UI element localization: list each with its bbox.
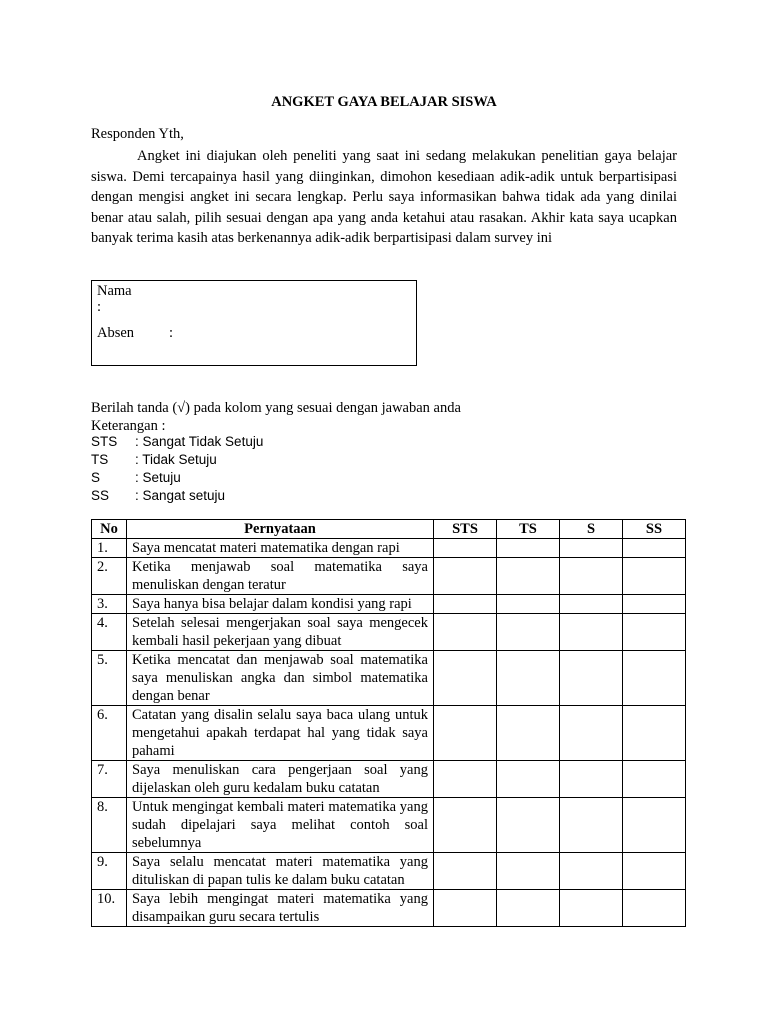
header-no: No: [92, 520, 127, 539]
answer-cell-ts[interactable]: [497, 558, 560, 595]
answer-cell-ss[interactable]: [623, 853, 686, 890]
row-number: 10.: [92, 890, 127, 927]
row-statement: Setelah selesai mengerjakan soal saya mengecek kembali hasil pekerjaan yang dibuat: [127, 614, 434, 651]
row-number: 8.: [92, 798, 127, 853]
answer-cell-sts[interactable]: [434, 651, 497, 706]
answer-cell-ts[interactable]: [497, 853, 560, 890]
answer-cell-s[interactable]: [560, 651, 623, 706]
answer-cell-sts[interactable]: [434, 706, 497, 761]
table-row: [92, 798, 686, 853]
answer-cell-sts[interactable]: [434, 539, 497, 558]
answer-cell-ss[interactable]: [623, 558, 686, 595]
row-statement: Saya menuliskan cara pengerjaan soal yang dijelaskan oleh guru kedalam buku catatan: [127, 761, 434, 798]
answer-cell-sts[interactable]: [434, 558, 497, 595]
answer-cell-ss[interactable]: [623, 595, 686, 614]
name-colon: :: [97, 299, 102, 315]
legend-code: SS: [91, 488, 110, 503]
answer-cell-ss[interactable]: [623, 798, 686, 853]
row-statement: Saya hanya bisa belajar dalam kondisi yang rapi: [127, 595, 434, 614]
instruction-text: Berilah tanda (√) pada kolom yang sesuai dengan jawaban anda: [91, 400, 461, 416]
answer-cell-ts[interactable]: [497, 651, 560, 706]
answer-cell-sts[interactable]: [434, 890, 497, 927]
table-row: [92, 890, 686, 927]
answer-cell-ts[interactable]: [497, 614, 560, 651]
absen-label: Absen: [97, 325, 135, 341]
answer-cell-sts[interactable]: [434, 614, 497, 651]
answer-cell-s[interactable]: [560, 539, 623, 558]
header-sts: STS: [434, 520, 497, 539]
table-row: [92, 595, 686, 614]
legend-desc: : Sangat Tidak Setuju: [135, 434, 264, 449]
legend-code: S: [91, 470, 101, 485]
row-number: 7.: [92, 761, 127, 798]
table-row: [92, 853, 686, 890]
answer-cell-s[interactable]: [560, 853, 623, 890]
answer-cell-s[interactable]: [560, 890, 623, 927]
row-statement: Catatan yang disalin selalu saya baca ulang untuk mengetahui apakah terdapat hal yang tidak saya pahami: [127, 706, 434, 761]
row-number: 2.: [92, 558, 127, 595]
row-number: 6.: [92, 706, 127, 761]
answer-cell-ss[interactable]: [623, 706, 686, 761]
answer-cell-ts[interactable]: [497, 798, 560, 853]
row-number: 5.: [92, 651, 127, 706]
table-header-row: [92, 520, 686, 539]
answer-cell-s[interactable]: [560, 798, 623, 853]
answer-cell-s[interactable]: [560, 595, 623, 614]
answer-cell-sts[interactable]: [434, 595, 497, 614]
row-statement: Ketika menjawab soal matematika saya menuliskan dengan teratur: [127, 558, 434, 595]
legend-desc: : Setuju: [135, 470, 181, 485]
document-title: ANGKET GAYA BELAJAR SISWA: [271, 94, 497, 110]
table-row: [92, 539, 686, 558]
row-number: 3.: [92, 595, 127, 614]
answer-cell-ts[interactable]: [497, 539, 560, 558]
header-ss: SS: [623, 520, 686, 539]
answer-cell-ss[interactable]: [623, 539, 686, 558]
survey-table: [91, 519, 686, 927]
row-number: 4.: [92, 614, 127, 651]
answer-cell-ss[interactable]: [623, 761, 686, 798]
header-ts: TS: [497, 520, 560, 539]
legend-desc: : Tidak Setuju: [135, 452, 217, 467]
table-row: [92, 614, 686, 651]
answer-cell-ts[interactable]: [497, 706, 560, 761]
answer-cell-ts[interactable]: [497, 595, 560, 614]
answer-cell-s[interactable]: [560, 706, 623, 761]
legend-desc: : Sangat setuju: [135, 488, 226, 503]
answer-cell-ss[interactable]: [623, 651, 686, 706]
table-row: [92, 651, 686, 706]
legend-code: STS: [91, 434, 118, 449]
answer-cell-s[interactable]: [560, 614, 623, 651]
row-number: 9.: [92, 853, 127, 890]
legend-code: TS: [91, 452, 109, 467]
greeting: Responden Yth,: [91, 126, 184, 142]
answer-cell-sts[interactable]: [434, 853, 497, 890]
table-row: [92, 558, 686, 595]
legend-heading: Keterangan :: [91, 417, 166, 434]
row-statement: Saya mencatat materi matematika dengan rapi: [127, 539, 434, 558]
answer-cell-ss[interactable]: [623, 614, 686, 651]
absen-colon: :: [169, 325, 174, 341]
answer-cell-sts[interactable]: [434, 761, 497, 798]
row-statement: Ketika mencatat dan menjawab soal matematika saya menuliskan angka dan simbol matematika dengan benar: [127, 651, 434, 706]
instruction: [91, 400, 461, 435]
answer-cell-s[interactable]: [560, 761, 623, 798]
header-s: S: [560, 520, 623, 539]
row-statement: Saya selalu mencatat materi matematika yang dituliskan di papan tulis ke dalam buku catatan: [127, 853, 434, 890]
answer-cell-ss[interactable]: [623, 890, 686, 927]
intro-paragraph: Angket ini diajukan oleh peneliti yang saat ini sedang melakukan penelitian gaya belajar siswa. Demi tercapainya hasil yang diinginkan, dimohon kesediaan adik-adik untuk berpartisipasi dengan mengisi angket ini secara lengkap. Perlu saya informasikan bahwa tidak ada yang dinilai benar atau salah, pilih sesuai dengan apa yang anda ketahui atau rasakan. Akhir kata saya ucapkan banyak terima kasih atas berkenannya adik-adik berpartisipasi dalam survey ini: [91, 148, 677, 246]
table-row: [92, 706, 686, 761]
answer-cell-s[interactable]: [560, 558, 623, 595]
row-statement: Saya lebih mengingat materi matematika yang disampaikan guru secara tertulis: [127, 890, 434, 927]
answer-cell-sts[interactable]: [434, 798, 497, 853]
row-number: 1.: [92, 539, 127, 558]
answer-cell-ts[interactable]: [497, 890, 560, 927]
respondent-id-box: [91, 280, 417, 366]
answer-cell-ts[interactable]: [497, 761, 560, 798]
name-label: Nama: [97, 283, 132, 299]
table-row: [92, 761, 686, 798]
header-statement: Pernyataan: [127, 520, 434, 539]
row-statement: Untuk mengingat kembali materi matematika yang sudah dipelajari saya melihat contoh soal sebelumnya: [127, 798, 434, 853]
